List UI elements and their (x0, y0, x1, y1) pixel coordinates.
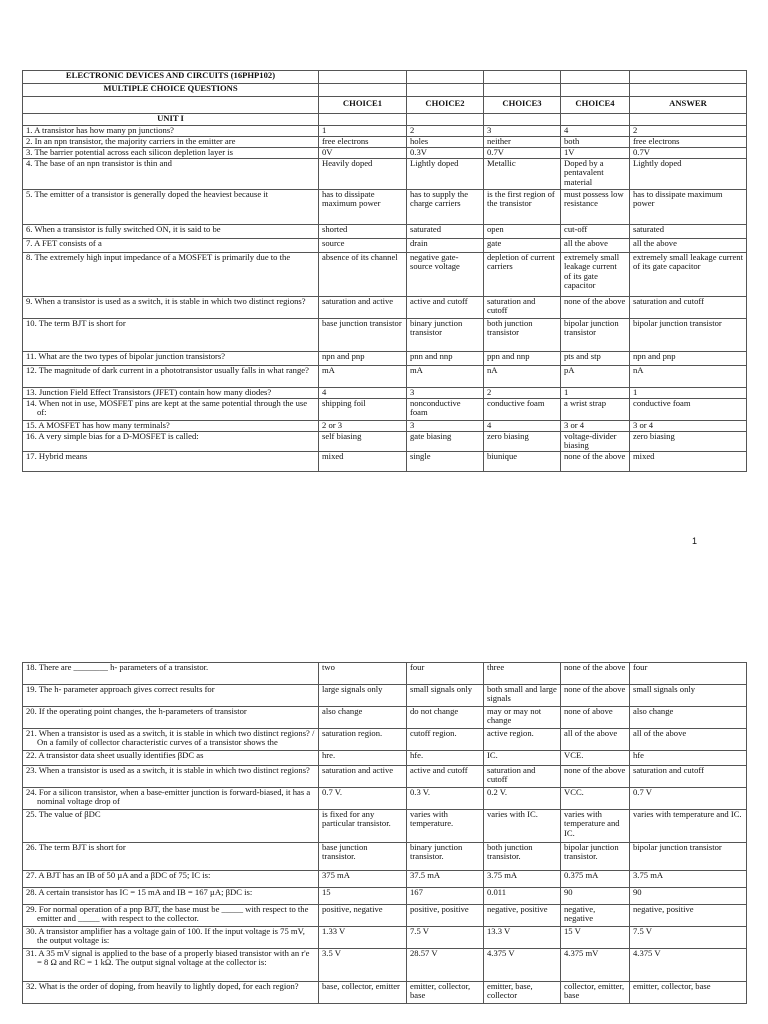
choice2-cell: pnn and nnp (407, 352, 484, 366)
choice1-cell: is fixed for any particular transistor. (319, 810, 407, 843)
choice1-cell: saturation and active (319, 766, 407, 788)
choice2-cell: 37.5 mA (407, 871, 484, 888)
question-text: 32. What is the order of doping, from heavily to lightly doped, for each region? (23, 982, 319, 1004)
question-row (23, 225, 747, 239)
choice3-cell: depletion of current carriers (484, 253, 561, 297)
choice3-cell: gate (484, 239, 561, 253)
question-row (23, 871, 747, 888)
question-row (23, 159, 747, 190)
question-text: 31. A 35 mV signal is applied to the base of a properly biased transistor with an r'e = 8 Ω and RC = 1 kΩ. The output signal voltage at the collector is: (23, 949, 319, 982)
question-text: 22. A transistor data sheet usually identifies βDC as (23, 751, 319, 766)
choice3-cell: saturation and cutoff (484, 766, 561, 788)
choice4-cell: none of the above (561, 663, 630, 685)
answer-cell: 4.375 V (630, 949, 747, 982)
answer-cell: four (630, 663, 747, 685)
question-text: 12. The magnitude of dark current in a phototransistor usually falls in what range? (23, 366, 319, 388)
question-text: 19. The h- parameter approach gives correct results for (23, 685, 319, 707)
header-choice1: CHOICE1 (319, 97, 407, 114)
answer-cell: has to dissipate maximum power (630, 190, 747, 225)
choice3-cell: negative, positive (484, 905, 561, 927)
question-row (23, 352, 747, 366)
choice2-cell: negative gate-source voltage (407, 253, 484, 297)
question-row (23, 253, 747, 297)
choice1-cell: 0.7 V. (319, 788, 407, 810)
unit-row (23, 114, 747, 126)
question-text: 17. Hybrid means (23, 451, 319, 471)
question-text: 16. A very simple bias for a D-MOSFET is called: (23, 432, 319, 452)
choice4-cell: 1V (561, 148, 630, 159)
answer-cell: bipolar junction transistor (630, 843, 747, 871)
choice1-cell: 3.5 V (319, 949, 407, 982)
question-text: 23. When a transistor is used as a switch, it is stable in which two distinct regions? (23, 766, 319, 788)
document-title: ELECTRONIC DEVICES AND CIRCUITS (16PHP102) (23, 71, 319, 84)
choice4-cell: none of the above (561, 451, 630, 471)
header-choice3: CHOICE3 (484, 97, 561, 114)
choice1-cell: mA (319, 366, 407, 388)
answer-cell: 2 (630, 126, 747, 137)
choice2-cell: drain (407, 239, 484, 253)
choice4-cell: collector, emitter, base (561, 982, 630, 1004)
choice4-cell: varies with temperature and IC. (561, 810, 630, 843)
question-row (23, 388, 747, 399)
question-row (23, 319, 747, 352)
question-row (23, 137, 747, 148)
question-row (23, 399, 747, 421)
choice4-cell: cut-off (561, 225, 630, 239)
answer-cell: conductive foam (630, 399, 747, 421)
question-row (23, 421, 747, 432)
choice4-cell: bipolar junction transistor. (561, 843, 630, 871)
question-row (23, 810, 747, 843)
answer-cell: emitter, collector, base (630, 982, 747, 1004)
choice3-cell: 0.7V (484, 148, 561, 159)
mcq-table-page-1 (22, 70, 747, 472)
choice4-cell: both (561, 137, 630, 148)
choice4-cell: VCC. (561, 788, 630, 810)
question-text: 25. The value of βDC (23, 810, 319, 843)
choice3-cell: may or may not change (484, 707, 561, 729)
choice4-cell: 1 (561, 388, 630, 399)
choice2-cell: 0.3V (407, 148, 484, 159)
answer-cell: saturated (630, 225, 747, 239)
choice2-cell: positive, positive (407, 905, 484, 927)
answer-cell: 3.75 mA (630, 871, 747, 888)
question-text: 15. A MOSFET has how many terminals? (23, 421, 319, 432)
answer-cell: saturation and cutoff (630, 297, 747, 319)
page-2 (22, 662, 746, 1004)
choice4-cell: all the above (561, 239, 630, 253)
answer-cell: extremely small leakage current of its gate capacitor (630, 253, 747, 297)
choice1-cell: saturation region. (319, 729, 407, 751)
choice3-cell: 3.75 mA (484, 871, 561, 888)
choice1-cell: positive, negative (319, 905, 407, 927)
question-row (23, 729, 747, 751)
header-choice4: CHOICE4 (561, 97, 630, 114)
question-row (23, 451, 747, 471)
answer-cell: 0.7 V (630, 788, 747, 810)
answer-cell: bipolar junction transistor (630, 319, 747, 352)
choice2-cell: holes (407, 137, 484, 148)
question-row (23, 126, 747, 137)
document-subtitle: MULTIPLE CHOICE QUESTIONS (23, 84, 319, 97)
choice4-cell: bipolar junction transistor (561, 319, 630, 352)
question-row (23, 366, 747, 388)
choice1-cell: shipping foil (319, 399, 407, 421)
question-text: 1. A transistor has how many pn junctions? (23, 126, 319, 137)
choice1-cell: source (319, 239, 407, 253)
choice1-cell: two (319, 663, 407, 685)
choice4-cell: 4.375 mV (561, 949, 630, 982)
choice4-cell: none of the above (561, 297, 630, 319)
page-1 (22, 70, 746, 472)
choice4-cell: 3 or 4 (561, 421, 630, 432)
choice4-cell: VCE. (561, 751, 630, 766)
question-row (23, 766, 747, 788)
choice4-cell: must possess low resistance (561, 190, 630, 225)
question-row (23, 190, 747, 225)
choice3-cell: 2 (484, 388, 561, 399)
choice3-cell: both junction transistor (484, 319, 561, 352)
choice4-cell: 15 V (561, 927, 630, 949)
choice1-cell: 0V (319, 148, 407, 159)
question-text: 29. For normal operation of a pnp BJT, the base must be _____ with respect to the emitter and _____ with respect to the collector. (23, 905, 319, 927)
question-row (23, 239, 747, 253)
choice2-cell: active and cutoff (407, 766, 484, 788)
question-row (23, 843, 747, 871)
choice4-cell: pA (561, 366, 630, 388)
choice3-cell: conductive foam (484, 399, 561, 421)
header-choice2: CHOICE2 (407, 97, 484, 114)
choice2-cell: four (407, 663, 484, 685)
header-row (23, 97, 747, 114)
choice2-cell: binary junction transistor. (407, 843, 484, 871)
answer-cell: nA (630, 366, 747, 388)
mcq-table-page-2 (22, 662, 747, 1004)
choice3-cell: active region. (484, 729, 561, 751)
choice3-cell: neither (484, 137, 561, 148)
choice2-cell: 3 (407, 421, 484, 432)
choice3-cell: 0.2 V. (484, 788, 561, 810)
choice1-cell: 375 mA (319, 871, 407, 888)
question-text: 28. A certain transistor has IC = 15 mA and IB = 167 µA; βDC is: (23, 888, 319, 905)
answer-cell: saturation and cutoff (630, 766, 747, 788)
choice1-cell: 1.33 V (319, 927, 407, 949)
choice2-cell: 2 (407, 126, 484, 137)
answer-cell: npn and pnp (630, 352, 747, 366)
question-text: 8. The extremely high input impedance of a MOSFET is primarily due to the (23, 253, 319, 297)
answer-cell: free electrons (630, 137, 747, 148)
question-text: 11. What are the two types of bipolar junction transistors? (23, 352, 319, 366)
choice2-cell: binary junction transistor (407, 319, 484, 352)
choice1-cell: base junction transistor. (319, 843, 407, 871)
question-text: 26. The term BJT is short for (23, 843, 319, 871)
choice1-cell: base junction transistor (319, 319, 407, 352)
choice1-cell: absence of its channel (319, 253, 407, 297)
answer-cell: 0.7V (630, 148, 747, 159)
answer-cell: varies with temperature and IC. (630, 810, 747, 843)
choice4-cell: pts and stp (561, 352, 630, 366)
choice1-cell: hre. (319, 751, 407, 766)
choice2-cell: has to supply the charge carriers (407, 190, 484, 225)
question-text: 20. If the operating point changes, the h-parameters of transistor (23, 707, 319, 729)
choice3-cell: open (484, 225, 561, 239)
question-row (23, 751, 747, 766)
choice1-cell: 4 (319, 388, 407, 399)
choice4-cell: Doped by a pentavalent material (561, 159, 630, 190)
choice1-cell: self biasing (319, 432, 407, 452)
choice4-cell: a wrist strap (561, 399, 630, 421)
choice2-cell: 3 (407, 388, 484, 399)
question-text: 3. The barrier potential across each silicon depletion layer is (23, 148, 319, 159)
choice1-cell: 1 (319, 126, 407, 137)
question-text: 27. A BJT has an IB of 50 µA and a βDC of 75; IC is: (23, 871, 319, 888)
choice3-cell: 3 (484, 126, 561, 137)
choice2-cell: 0.3 V. (407, 788, 484, 810)
question-text: 4. The base of an npn transistor is thin and (23, 159, 319, 190)
question-text: 13. Junction Field Effect Transistors (JFET) contain how many diodes? (23, 388, 319, 399)
page-number: 1 (692, 536, 698, 546)
question-row (23, 905, 747, 927)
choice3-cell: 4 (484, 421, 561, 432)
question-text: 7. A FET consists of a (23, 239, 319, 253)
answer-cell: Lightly doped (630, 159, 747, 190)
question-row (23, 949, 747, 982)
question-text: 10. The term BJT is short for (23, 319, 319, 352)
choice4-cell: none of above (561, 707, 630, 729)
choice4-cell: negative, negative (561, 905, 630, 927)
answer-cell: negative, positive (630, 905, 747, 927)
choice3-cell: 4.375 V (484, 949, 561, 982)
header-answer: ANSWER (630, 97, 747, 114)
choice3-cell: is the first region of the transistor (484, 190, 561, 225)
choice2-cell: active and cutoff (407, 297, 484, 319)
question-text: 2. In an npn transistor, the majority carriers in the emitter are (23, 137, 319, 148)
choice2-cell: nonconductive foam (407, 399, 484, 421)
choice1-cell: saturation and active (319, 297, 407, 319)
choice1-cell: has to dissipate maximum power (319, 190, 407, 225)
question-row (23, 148, 747, 159)
question-text: 24. For a silicon transistor, when a base-emitter junction is forward-biased, it has a nominal voltage drop of (23, 788, 319, 810)
question-text: 18. There are ________ h- parameters of a transistor. (23, 663, 319, 685)
choice3-cell: emitter, base, collector (484, 982, 561, 1004)
choice2-cell: cutoff region. (407, 729, 484, 751)
choice2-cell: single (407, 451, 484, 471)
choice3-cell: Metallic (484, 159, 561, 190)
choice1-cell: npn and pnp (319, 352, 407, 366)
subtitle-row (23, 84, 747, 97)
choice1-cell: Heavily doped (319, 159, 407, 190)
choice4-cell: all of the above (561, 729, 630, 751)
choice3-cell: ppn and nnp (484, 352, 561, 366)
answer-cell: small signals only (630, 685, 747, 707)
choice3-cell: varies with IC. (484, 810, 561, 843)
question-row (23, 685, 747, 707)
choice3-cell: both junction transistor. (484, 843, 561, 871)
choice1-cell: mixed (319, 451, 407, 471)
choice2-cell: varies with temperature. (407, 810, 484, 843)
answer-cell: mixed (630, 451, 747, 471)
choice2-cell: Lightly doped (407, 159, 484, 190)
answer-cell: 7.5 V (630, 927, 747, 949)
choice1-cell: 15 (319, 888, 407, 905)
choice1-cell: 2 or 3 (319, 421, 407, 432)
choice1-cell: large signals only (319, 685, 407, 707)
question-text: 9. When a transistor is used as a switch, it is stable in which two distinct regions? (23, 297, 319, 319)
question-row (23, 432, 747, 452)
answer-cell: all of the above (630, 729, 747, 751)
answer-cell: also change (630, 707, 747, 729)
choice3-cell: biunique (484, 451, 561, 471)
question-text: 6. When a transistor is fully switched ON, it is said to be (23, 225, 319, 239)
question-row (23, 888, 747, 905)
choice2-cell: emitter, collector, base (407, 982, 484, 1004)
choice4-cell: 90 (561, 888, 630, 905)
choice4-cell: extremely small leakage current of its gate capacitor (561, 253, 630, 297)
choice1-cell: free electrons (319, 137, 407, 148)
choice2-cell: 28.57 V (407, 949, 484, 982)
answer-cell: hfe (630, 751, 747, 766)
choice2-cell: do not change (407, 707, 484, 729)
choice3-cell: saturation and cutoff (484, 297, 561, 319)
choice4-cell: 0.375 mA (561, 871, 630, 888)
choice2-cell: 7.5 V (407, 927, 484, 949)
choice1-cell: shorted (319, 225, 407, 239)
choice2-cell: mA (407, 366, 484, 388)
answer-cell: zero biasing (630, 432, 747, 452)
question-text: 21. When a transistor is used as a switch, it is stable in which two distinct regions? / On a family of collector characteristic curves of a transistor shows the (23, 729, 319, 751)
answer-cell: 3 or 4 (630, 421, 747, 432)
choice4-cell: 4 (561, 126, 630, 137)
choice1-cell: base, collector, emitter (319, 982, 407, 1004)
choice4-cell: none of the above (561, 685, 630, 707)
choice2-cell: hfe. (407, 751, 484, 766)
choice3-cell: 0.011 (484, 888, 561, 905)
choice3-cell: nA (484, 366, 561, 388)
choice2-cell: 167 (407, 888, 484, 905)
answer-cell: all the above (630, 239, 747, 253)
choice2-cell: gate biasing (407, 432, 484, 452)
question-row (23, 663, 747, 685)
choice3-cell: three (484, 663, 561, 685)
choice2-cell: saturated (407, 225, 484, 239)
title-row (23, 71, 747, 84)
choice4-cell: voltage-divider biasing (561, 432, 630, 452)
choice4-cell: none of the above (561, 766, 630, 788)
question-text: 5. The emitter of a transistor is generally doped the heaviest because it (23, 190, 319, 225)
question-row (23, 982, 747, 1004)
choice3-cell: both small and large signals (484, 685, 561, 707)
choice3-cell: IC. (484, 751, 561, 766)
choice3-cell: zero biasing (484, 432, 561, 452)
question-text: 14. When not in use, MOSFET pins are kept at the same potential through the use of: (23, 399, 319, 421)
choice2-cell: small signals only (407, 685, 484, 707)
answer-cell: 90 (630, 888, 747, 905)
answer-cell: 1 (630, 388, 747, 399)
question-row (23, 707, 747, 729)
question-text: 30. A transistor amplifier has a voltage gain of 100. If the input voltage is 75 mV, the output voltage is: (23, 927, 319, 949)
question-row (23, 788, 747, 810)
unit-label: UNIT I (23, 114, 319, 126)
choice3-cell: 13.3 V (484, 927, 561, 949)
question-row (23, 927, 747, 949)
question-row (23, 297, 747, 319)
choice1-cell: also change (319, 707, 407, 729)
